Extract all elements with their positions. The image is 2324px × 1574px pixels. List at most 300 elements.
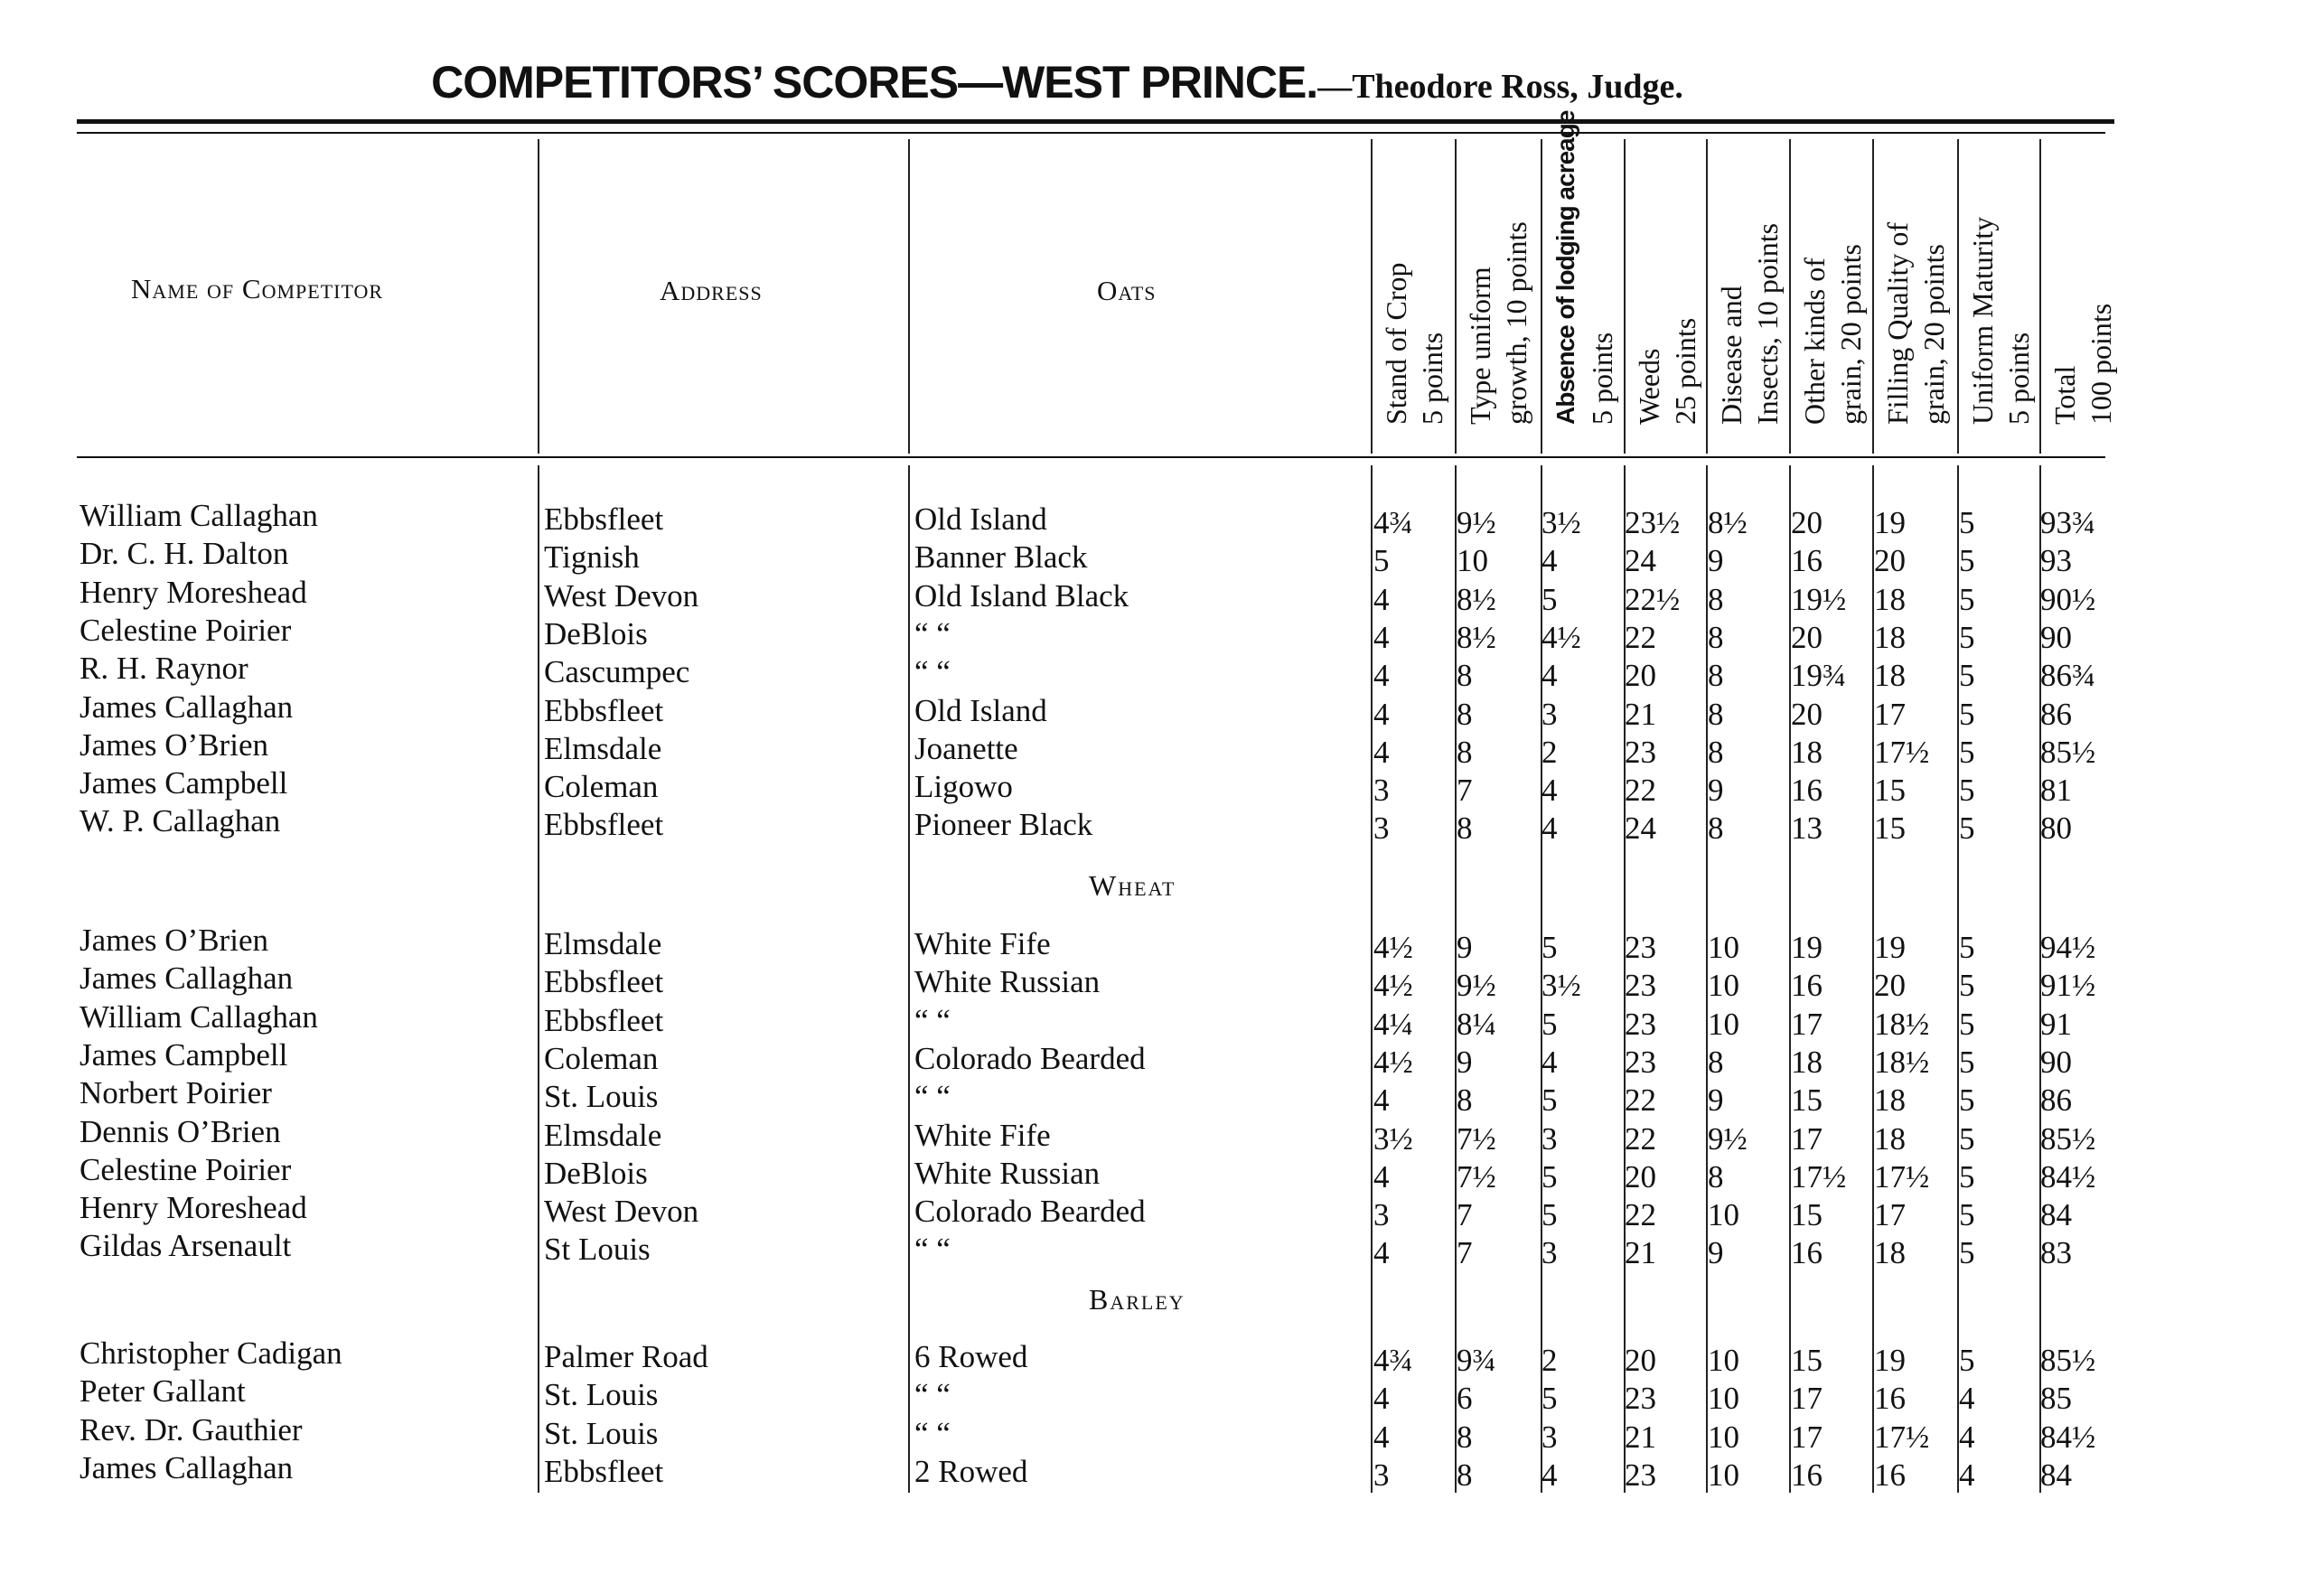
score-header-line: grain, 20 points	[1834, 244, 1867, 425]
score-cell: 22	[1625, 773, 1656, 809]
competitor-name: Christopher Cadigan	[80, 1335, 342, 1371]
score-cell: 18½	[1874, 1006, 1930, 1042]
score-cell: 9	[1708, 543, 1724, 579]
competitor-name: James Callaghan	[80, 1449, 294, 1485]
column-divider	[1706, 139, 1708, 454]
score-cell: 5	[1542, 1006, 1558, 1042]
score-cell: 5	[1959, 1158, 1975, 1195]
score-cell: 4	[1373, 1158, 1390, 1195]
score-header-line: Uniform Maturity	[1966, 216, 1999, 425]
crop-variety: “ “	[914, 1079, 951, 1115]
competitor-name: Dennis O’Brien	[80, 1113, 281, 1149]
crop-variety: White Fife	[914, 926, 1051, 961]
score-cell: 7	[1457, 773, 1473, 809]
score-cell: 4½	[1373, 930, 1413, 965]
competitor-name: W. P. Callaghan	[80, 803, 281, 839]
crop-variety: “ “	[914, 1002, 951, 1038]
competitor-address: Elmsdale	[544, 1117, 662, 1153]
score-cell: 9	[1708, 773, 1724, 809]
competitor-name: Henry Moreshead	[80, 574, 307, 610]
competitor-address: Ebbsfleet	[544, 1002, 664, 1038]
column-divider	[908, 139, 910, 454]
crop-variety: “ “	[914, 1415, 951, 1451]
score-cell: 5	[1542, 1082, 1558, 1119]
score-cell: 18	[1874, 1120, 1906, 1157]
score-header-line: Stand of Crop	[1380, 262, 1412, 425]
score-cell: 3½	[1542, 968, 1581, 1004]
crop-variety: 2 Rowed	[914, 1453, 1028, 1489]
score-cell: 18	[1874, 1082, 1906, 1119]
score-cell: 5	[1542, 581, 1558, 617]
score-cell: 4	[1959, 1381, 1975, 1417]
competitor-address: DeBlois	[544, 615, 648, 651]
score-cell: 18	[1791, 1044, 1823, 1080]
score-cell: 4	[1373, 1419, 1390, 1455]
score-cell: 18	[1874, 581, 1906, 617]
competitor-name: William Callaghan	[80, 998, 318, 1035]
score-header-line: Insects, 10 points	[1751, 222, 1784, 425]
score-cell: 5	[1959, 773, 1975, 809]
score-header-line: 25 points	[1669, 317, 1701, 425]
score-cell: 4	[1373, 1381, 1390, 1417]
score-cell: 19½	[1791, 581, 1847, 617]
score-header-line: grain, 20 points	[1917, 244, 1950, 425]
score-cell: 9½	[1457, 505, 1496, 540]
crop-variety: Pioneer Black	[914, 807, 1093, 843]
score-cell: 5	[1542, 1381, 1558, 1417]
score-cell: 4½	[1542, 619, 1581, 655]
crop-variety: Joanette	[914, 730, 1018, 766]
competitor-address: St Louis	[544, 1232, 651, 1268]
score-cell: 23	[1625, 1381, 1656, 1417]
score-cell: 18	[1874, 619, 1906, 655]
score-header-line: Filling Quality of	[1881, 222, 1914, 425]
competitor-name: Celestine Poirier	[80, 612, 292, 648]
score-cell: 8½	[1457, 581, 1496, 617]
score-cell: 17	[1791, 1120, 1823, 1157]
score-cell: 2	[1542, 1343, 1558, 1378]
score-header-line: 5 points	[2002, 332, 2035, 425]
score-cell: 17½	[1874, 734, 1930, 770]
score-cell: 4½	[1373, 968, 1413, 1004]
score-header-line: Type uniform	[1464, 267, 1496, 425]
score-cell: 9½	[1457, 968, 1496, 1004]
score-cell: 10	[1708, 1197, 1739, 1233]
score-cell: 3	[1542, 1419, 1558, 1455]
score-cell: 8	[1708, 810, 1724, 847]
crop-variety: 6 Rowed	[914, 1339, 1028, 1374]
score-cell: 19	[1874, 1343, 1906, 1378]
score-cell: 4	[1542, 1457, 1558, 1493]
score-cell: 22	[1625, 1120, 1656, 1157]
score-header	[1548, 111, 1620, 425]
score-cell: 23	[1625, 968, 1656, 1004]
score-cell: 23	[1625, 1006, 1656, 1042]
crop-variety: Old Island	[914, 692, 1047, 728]
page-title	[0, 56, 2114, 108]
score-cell: 15	[1791, 1197, 1823, 1233]
score-cell: 19	[1791, 930, 1823, 965]
crop-variety: Old Island Black	[914, 577, 1129, 614]
competitor-name: Henry Moreshead	[80, 1190, 307, 1226]
header-name: Name of Competitor	[131, 273, 384, 304]
score-cell: 8	[1708, 581, 1724, 617]
competitor-address: West Devon	[544, 1194, 699, 1230]
score-cell: 8½	[1708, 505, 1748, 540]
score-cell: 4	[1373, 581, 1390, 617]
score-cell: 20	[1874, 543, 1906, 579]
score-cell: 8	[1708, 658, 1724, 694]
score-header-line: growth, 10 points	[1500, 221, 1532, 425]
score-cell: 10	[1708, 1457, 1739, 1493]
score-cell: 20	[1791, 619, 1823, 655]
score-cell: 8	[1708, 619, 1724, 655]
crop-variety: Banner Black	[914, 539, 1088, 576]
competitor-name: James Campbell	[80, 765, 288, 801]
score-cell: 93¾	[2040, 505, 2096, 540]
score-header-line: 5 points	[1586, 332, 1618, 425]
crop-variety: White Russian	[914, 1155, 1101, 1191]
score-cell: 13	[1791, 810, 1823, 847]
score-cell: 5	[1959, 1006, 1975, 1042]
column-divider	[1371, 139, 1373, 454]
score-cell: 3	[1373, 1197, 1390, 1233]
competitor-address: Ebbsfleet	[544, 807, 664, 843]
competitor-address: Elmsdale	[544, 926, 662, 961]
score-cell: 3	[1373, 773, 1390, 809]
score-cell: 86	[2040, 696, 2072, 732]
competitor-address: Tignish	[544, 539, 640, 576]
score-cell: 20	[1625, 1343, 1656, 1378]
score-cell: 3	[1542, 1235, 1558, 1271]
score-header-line: Disease and	[1715, 286, 1748, 425]
score-cell: 17½	[1874, 1419, 1930, 1455]
score-header	[1964, 217, 2037, 425]
score-cell: 17	[1791, 1419, 1823, 1455]
score-cell: 10	[1457, 543, 1488, 579]
score-cell: 24	[1625, 810, 1656, 847]
score-cell: 7	[1457, 1197, 1473, 1233]
score-cell: 9	[1457, 1044, 1473, 1080]
crop-variety: White Fife	[914, 1117, 1051, 1153]
score-cell: 8	[1708, 1158, 1724, 1195]
competitor-address: Coleman	[544, 1040, 659, 1076]
score-cell: 3	[1542, 696, 1558, 732]
score-cell: 4	[1542, 658, 1558, 694]
score-cell: 86¾	[2040, 658, 2096, 694]
score-cell: 5	[1959, 1197, 1975, 1233]
score-cell: 8	[1708, 1044, 1724, 1080]
column-divider	[1455, 139, 1457, 454]
score-header	[1462, 221, 1534, 425]
score-cell: 85½	[2040, 1120, 2096, 1157]
score-cell: 4½	[1373, 1044, 1413, 1080]
score-cell: 85	[2040, 1381, 2072, 1417]
competitor-address: Palmer Road	[544, 1339, 708, 1374]
competitor-name: Rev. Dr. Gauthier	[80, 1411, 303, 1448]
score-cell: 18	[1874, 1235, 1906, 1271]
score-cell: 83	[2040, 1235, 2072, 1271]
score-cell: 22	[1625, 1082, 1656, 1119]
score-cell: 16	[1791, 968, 1823, 1004]
score-header-line: 100 points	[2085, 303, 2117, 425]
competitor-address: Elmsdale	[544, 730, 662, 766]
score-cell: 80	[2040, 810, 2072, 847]
score-cell: 16	[1791, 543, 1823, 579]
score-cell: 2	[1542, 734, 1558, 770]
competitor-address: West Devon	[544, 577, 699, 614]
score-header-line: Other kinds of	[1798, 258, 1831, 425]
score-cell: 17	[1874, 1197, 1906, 1233]
section-label: Wheat	[1089, 869, 1176, 902]
competitor-address: Ebbsfleet	[544, 501, 664, 537]
score-cell: 4	[1373, 1082, 1390, 1119]
crop-variety: White Russian	[914, 964, 1101, 1000]
score-cell: 19	[1874, 505, 1906, 540]
score-cell: 4	[1542, 773, 1558, 809]
score-cell: 90	[2040, 1044, 2072, 1080]
score-cell: 84	[2040, 1457, 2072, 1493]
score-header	[1879, 222, 1952, 425]
competitor-address: Ebbsfleet	[544, 964, 664, 1000]
score-cell: 91½	[2040, 968, 2096, 1004]
score-cell: 5	[1542, 1158, 1558, 1195]
competitor-name: Celestine Poirier	[80, 1151, 292, 1187]
score-cell: 84½	[2040, 1158, 2096, 1195]
score-cell: 17	[1791, 1381, 1823, 1417]
score-cell: 4¾	[1373, 505, 1413, 540]
score-cell: 10	[1708, 1419, 1739, 1455]
score-cell: 9	[1708, 1235, 1724, 1271]
score-cell: 4	[1373, 696, 1390, 732]
column-divider	[1789, 139, 1791, 454]
score-cell: 81	[2040, 773, 2072, 809]
score-cell: 5	[1959, 1120, 1975, 1157]
score-cell: 4	[1959, 1457, 1975, 1493]
score-cell: 8½	[1457, 619, 1496, 655]
score-cell: 18	[1791, 734, 1823, 770]
score-cell: 15	[1874, 773, 1906, 809]
score-cell: 5	[1959, 696, 1975, 732]
score-cell: 8	[1457, 1082, 1473, 1119]
score-cell: 84	[2040, 1197, 2072, 1233]
score-cell: 17	[1791, 1006, 1823, 1042]
top-rule-thin	[77, 132, 2105, 134]
column-divider	[1957, 139, 1959, 454]
score-cell: 90½	[2040, 581, 2096, 617]
score-cell: 20	[1791, 696, 1823, 732]
score-header-line: 5 points	[1416, 332, 1448, 425]
competitor-address: St. Louis	[544, 1079, 659, 1115]
score-cell: 10	[1708, 1006, 1739, 1042]
header-address: Address	[660, 275, 763, 306]
score-cell: 17½	[1791, 1158, 1847, 1195]
score-cell: 85½	[2040, 1343, 2096, 1378]
score-cell: 4	[1542, 1044, 1558, 1080]
score-cell: 8¼	[1457, 1006, 1496, 1042]
score-cell: 7	[1457, 1235, 1473, 1271]
score-cell: 21	[1625, 696, 1656, 732]
score-cell: 4¾	[1373, 1343, 1413, 1378]
score-header	[1378, 262, 1450, 425]
score-cell: 84½	[2040, 1419, 2096, 1455]
score-cell: 22	[1625, 619, 1656, 655]
competitor-name: Gildas Arsenault	[80, 1228, 292, 1264]
score-cell: 8	[1457, 1457, 1473, 1493]
score-cell: 4	[1542, 543, 1558, 579]
competitor-address: DeBlois	[544, 1155, 648, 1191]
column-divider	[908, 465, 910, 1493]
score-cell: 15	[1791, 1343, 1823, 1378]
crop-variety: “ “	[914, 654, 951, 690]
crop-variety: Colorado Bearded	[914, 1040, 1146, 1076]
competitor-address: Ebbsfleet	[544, 1453, 664, 1489]
score-cell: 17½	[1874, 1158, 1930, 1195]
score-cell: 4	[1373, 619, 1390, 655]
score-cell: 8	[1457, 1419, 1473, 1455]
column-divider	[1371, 465, 1373, 1493]
competitor-name: Peter Gallant	[80, 1373, 246, 1410]
score-cell: 5	[1959, 619, 1975, 655]
score-cell: 3½	[1542, 505, 1581, 540]
score-cell: 90	[2040, 619, 2072, 655]
score-cell: 10	[1708, 1343, 1739, 1378]
score-cell: 8	[1708, 696, 1724, 732]
score-cell: 4	[1373, 1235, 1390, 1271]
column-divider	[2039, 139, 2041, 454]
score-cell: 22	[1625, 1197, 1656, 1233]
score-cell: 5	[1959, 1044, 1975, 1080]
competitor-name: Norbert Poirier	[80, 1075, 272, 1111]
score-cell: 4	[1959, 1419, 1975, 1455]
score-cell: 16	[1791, 1457, 1823, 1493]
score-cell: 6	[1457, 1381, 1473, 1417]
competitor-address: Ebbsfleet	[544, 692, 664, 728]
column-divider	[538, 465, 539, 1493]
score-cell: 16	[1791, 773, 1823, 809]
score-header-line: Absence of lodging acreage	[1551, 110, 1579, 425]
score-cell: 19¾	[1791, 658, 1847, 694]
score-cell: 22½	[1625, 581, 1681, 617]
score-cell: 23½	[1625, 505, 1681, 540]
score-cell: 8	[1457, 734, 1473, 770]
score-cell: 4	[1373, 658, 1390, 694]
crop-variety: Ligowo	[914, 769, 1013, 805]
score-header	[1713, 223, 1785, 425]
score-cell: 10	[1708, 930, 1739, 965]
score-cell: 17	[1874, 696, 1906, 732]
score-header	[1796, 244, 1869, 425]
section-label: Barley	[1089, 1283, 1185, 1316]
crop-variety: Colorado Bearded	[914, 1194, 1146, 1230]
header-crop: Oats	[1097, 275, 1157, 306]
score-cell: 9½	[1708, 1120, 1748, 1157]
competitor-name: R. H. Raynor	[80, 651, 248, 687]
title-main: COMPETITORS’ SCORES—WEST PRINCE.	[431, 57, 1318, 108]
score-cell: 5	[1959, 930, 1975, 965]
score-cell: 86	[2040, 1082, 2072, 1119]
score-cell: 5	[1959, 968, 1975, 1004]
score-cell: 4	[1542, 810, 1558, 847]
score-cell: 5	[1959, 1082, 1975, 1119]
column-divider	[1872, 139, 1874, 454]
score-cell: 7½	[1457, 1120, 1496, 1157]
score-cell: 10	[1708, 1381, 1739, 1417]
score-cell: 8	[1457, 658, 1473, 694]
score-cell: 20	[1874, 968, 1906, 1004]
score-cell: 24	[1625, 543, 1656, 579]
score-cell: 93	[2040, 543, 2072, 579]
score-cell: 10	[1708, 968, 1739, 1004]
score-cell: 19	[1874, 930, 1906, 965]
score-cell: 16	[1874, 1457, 1906, 1493]
crop-variety: “ “	[914, 615, 951, 651]
score-cell: 21	[1625, 1235, 1656, 1271]
competitor-address: Coleman	[544, 769, 659, 805]
crop-variety: Old Island	[914, 501, 1047, 537]
score-cell: 5	[1373, 543, 1390, 579]
competitor-address: Cascumpec	[544, 654, 690, 690]
score-cell: 5	[1959, 1343, 1975, 1378]
score-header	[2047, 304, 2119, 425]
score-cell: 3	[1373, 810, 1390, 847]
score-cell: 15	[1791, 1082, 1823, 1119]
score-cell: 5	[1959, 1235, 1975, 1271]
score-header-line: Total	[2048, 365, 2081, 425]
competitor-name: James O’Brien	[80, 726, 268, 763]
score-cell: 5	[1959, 543, 1975, 579]
competitor-name: William Callaghan	[80, 498, 318, 533]
score-cell: 16	[1791, 1235, 1823, 1271]
score-header-line: Weeds	[1633, 348, 1665, 425]
score-cell: 23	[1625, 1457, 1656, 1493]
score-cell: 8	[1457, 696, 1473, 732]
crop-variety: “ “	[914, 1377, 951, 1413]
score-cell: 5	[1959, 658, 1975, 694]
score-cell: 9	[1708, 1082, 1724, 1119]
title-judge: —Theodore Ross, Judge.	[1317, 68, 1683, 106]
score-cell: 16	[1874, 1381, 1906, 1417]
score-cell: 5	[1959, 734, 1975, 770]
competitor-name: James Campbell	[80, 1036, 288, 1073]
score-cell: 9	[1457, 930, 1473, 965]
score-cell: 23	[1625, 734, 1656, 770]
score-cell: 5	[1959, 505, 1975, 540]
score-cell: 5	[1959, 810, 1975, 847]
score-cell: 4¼	[1373, 1006, 1413, 1042]
score-cell: 7½	[1457, 1158, 1496, 1195]
score-cell: 8	[1457, 810, 1473, 847]
competitor-name: James Callaghan	[80, 689, 294, 725]
score-cell: 8	[1708, 734, 1724, 770]
score-cell: 5	[1542, 1197, 1558, 1233]
score-cell: 20	[1791, 505, 1823, 540]
top-rule-thick	[77, 119, 2114, 124]
competitor-name: James Callaghan	[80, 960, 294, 997]
score-cell: 20	[1625, 1158, 1656, 1195]
competitor-address: St. Louis	[544, 1415, 659, 1451]
score-cell: 18½	[1874, 1044, 1930, 1080]
score-cell: 5	[1959, 581, 1975, 617]
column-divider	[538, 139, 539, 454]
score-cell: 23	[1625, 1044, 1656, 1080]
score-cell: 5	[1542, 930, 1558, 965]
crop-variety: “ “	[914, 1232, 951, 1268]
score-cell: 15	[1874, 810, 1906, 847]
header-bottom-rule	[77, 456, 2105, 458]
score-cell: 3	[1373, 1457, 1390, 1493]
score-cell: 85½	[2040, 734, 2096, 770]
